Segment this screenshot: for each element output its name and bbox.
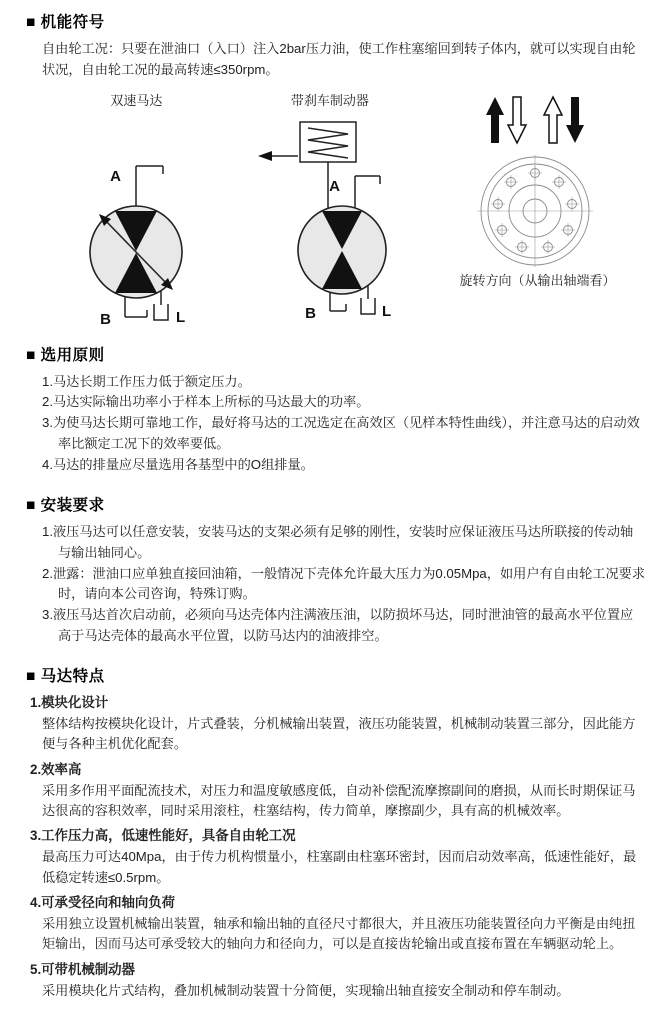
feature-heading: 2.效率高 [30,761,82,777]
list-item: 2.马达实际输出功率小于样本上所标的马达最大的功率。 [42,394,370,410]
feature-item [30,893,646,955]
arrow-up-solid [486,97,504,143]
feature-body: 整体结构按模块化设计，片式叠装，分机械输出装置，液压功能装置，机械制动装置三部分，因此能方便与各种主机优化配套。 [42,715,636,752]
diagram-rotation-direction [429,93,646,290]
diagram-row [42,93,646,326]
two-speed-motor-label: 双速马达 [110,92,163,108]
feature-heading: 1.模块化设计 [30,695,109,711]
diagram-brake-motor [231,93,429,322]
diagram-two-speed-motor [42,93,231,326]
section-motor-features [26,664,646,1001]
rotation-direction-drawing [437,93,637,273]
feature-body: 采用模块化片式结构，叠加机械制动装置十分简便，实现输出轴直接安全制动和停车制动。 [42,982,570,998]
port-label-a: A [110,167,122,185]
section-installation-requirements [26,493,646,647]
port-label-b: B [100,310,112,326]
drain-port-symbol [154,304,168,320]
pilot-arrowhead [258,151,272,161]
list-item: 3.为使马达长期可靠地工作，最好将马达的工况选定在高效区（见样本特性曲线），并注意马达的启动效率比额定工况下的效率要低。 [42,415,640,452]
feature-body: 最高压力可达40Mpa，由于传力机构惯量小，柱塞副由柱塞环密封，因而启动效率高，低速性能好，最低稳定转速≤0.5rpm。 [42,849,637,885]
section-title-features: ■ 马达特点 [26,668,105,686]
list-item: 4.马达的排量应尽量选用各基型中的O组排量。 [42,457,314,473]
section-function-symbols [26,10,646,326]
section-selection-principles [26,343,646,476]
drain-port-symbol [361,298,375,314]
list-item: 2.泄露：泄油口应单独直接回油箱，一般情况下壳体允许最大压力为0.05Mpa，如用户有自由轮工况要求时，请向本公司咨询，特殊订购。 [42,565,646,602]
two-speed-motor-symbol [51,154,221,326]
feature-item [30,693,646,755]
port-label-a: A [329,177,340,195]
feature-heading: 4.可承受径向和轴向负荷 [30,895,176,911]
feature-item [30,826,646,888]
port-label-b: B [305,304,316,322]
port-label-l: L [381,302,392,320]
section-title-selection: ■ 选用原则 [26,346,105,364]
feature-heading: 5.可带机械制动器 [30,961,135,977]
arrow-down-outline [508,97,526,143]
feature-body: 采用独立设置机械输出装置，轴承和输出轴的直径尺寸都很大，并且液压功能装置径向力平衡是由纯扭矩输出，因而马达可承受较大的轴向力和径向力，可以是直接齿轮输出或直接布置在车辆驱动轮上。 [42,915,636,952]
arrow-up-outline [544,97,562,143]
section-title-installation: ■ 安装要求 [26,496,105,514]
feature-item [30,760,646,822]
brake-motor-symbol [240,110,420,322]
feature-item [30,960,646,1001]
list-item: 1.马达长期工作压力低于额定压力。 [42,373,251,389]
brake-motor-label: 带刹车制动器 [290,92,369,108]
function-symbols-paragraph: 自由轮工况：只要在泄油口（入口）注入2bar压力油，使工作柱塞缩回到转子体内，就可以实现自由轮状况，自由轮工况的最高转速≤350rpm。 [42,41,636,77]
arrow-down-solid [566,97,584,143]
section-title-function-symbols: ■ 机能符号 [26,14,105,31]
rotation-direction-caption: 旋转方向（从输出轴端看） [459,272,616,288]
list-item: 3.液压马达首次启动前，必须向马达壳体内注满液压油，以防损坏马达，同时泄油管的最高水平位置应高于马达壳体的最高水平位置，以防马达内的油液排空。 [42,607,634,644]
list-item: 1.液压马达可以任意安装，安装马达的支架必须有足够的刚性，安装时应保证液压马达所联接的传动轴与输出轴同心。 [42,523,634,560]
port-label-l: L [176,308,186,326]
feature-body: 采用多作用平面配流技术，对压力和温度敏感度低，自动补偿配流摩擦副间的磨损，从而长时期保证马达很高的容积效率，同时采用滚柱，柱塞结构，传力简单，摩擦副少，具有高的机械效率。 [42,782,636,818]
feature-heading: 3.工作压力高，低速性能好，具备自由轮工况 [30,828,296,844]
